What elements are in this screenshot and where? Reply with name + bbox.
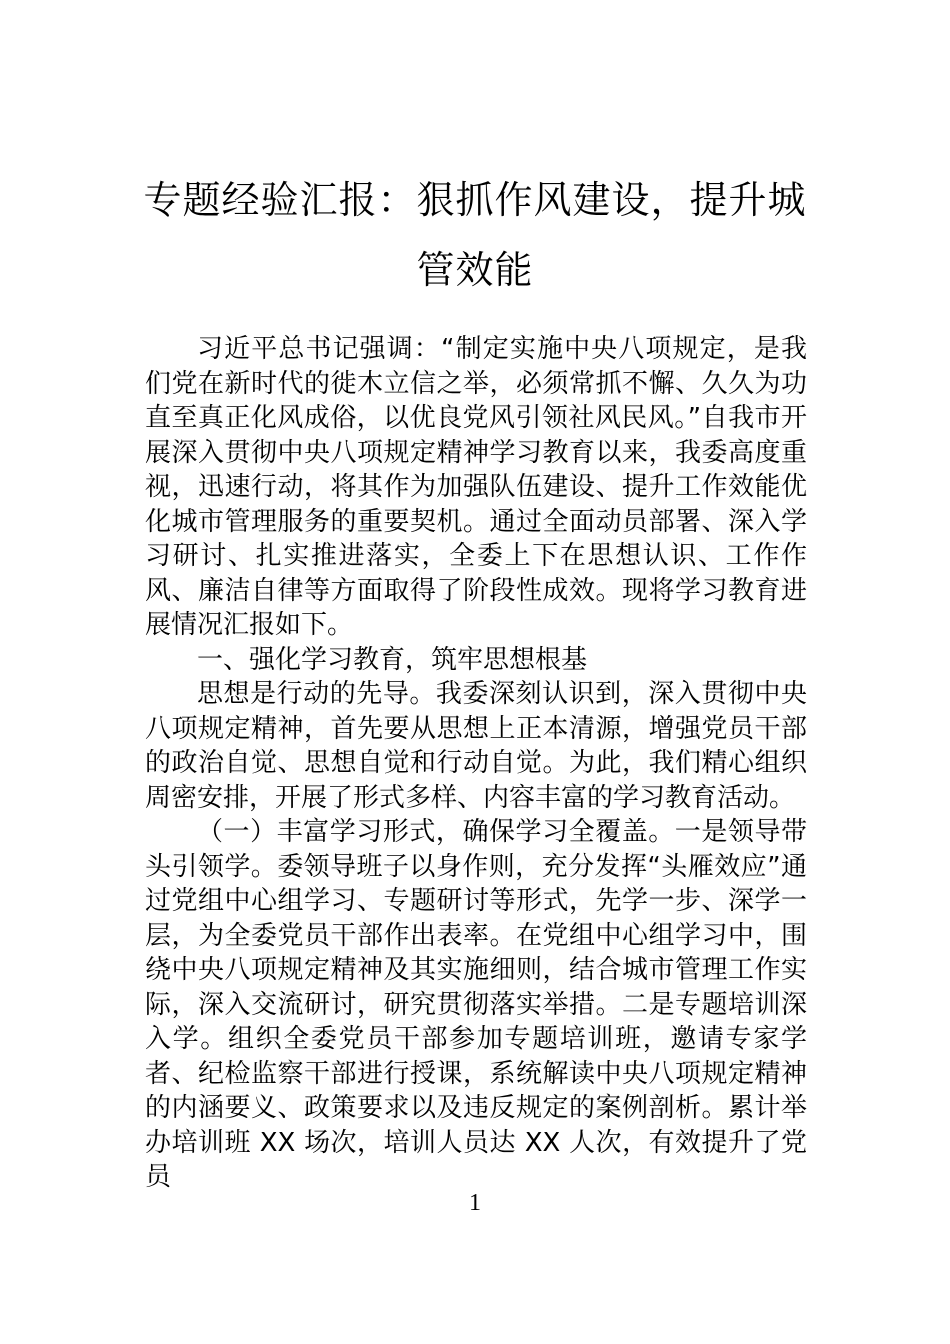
document-body [145, 332, 807, 1195]
page-number: 1 [469, 1190, 481, 1216]
section-heading-1: 一、强化学习教育，筑牢思想根基 [197, 644, 588, 675]
paragraph-section-1: 思想是行动的先导。我委深刻认识到，深入贯彻中央八项规定精神，首先要从思想上正本清源，增强党员干部的政治自觉、思想自觉和行动自觉。为此，我们精心组织周密安排，开展了形式多样、内容丰富的学习教育活动。 [145, 679, 807, 813]
paragraph-subsection-1: （一）丰富学习形式，确保学习全覆盖。一是领导带头引领学。委领导班子以身作则，充分发挥“头雁效应”通过党组中心组学习、专题研讨等形式，先学一步、深学一层，为全委党员干部作出表率。在党组中心组学习中，围绕中央八项规定精神及其实施细则，结合城市管理工作实际，深入交流研讨，研究贯彻落实举措。二是专题培训深入学。组织全委党员干部参加专题培训班，邀请专家学者、纪检监察干部进行授课，系统解读中央八项规定精神的内涵要义、政策要求以及违反规定的案例剖析。累计举办培训班 XX 场次，培训人员达 XX 人次，有效提升了党员 [145, 817, 807, 1192]
document-title: 专题经验汇报：狠抓作风建设，提升城管效能 [143, 178, 807, 292]
paragraph-intro: 习近平总书记强调：“制定实施中央八项规定，是我们党在新时代的徙木立信之举，必须常抓不懈、久久为功直至真正化风成俗，以优良党风引领社风民风。”自我市开展深入贯彻中央八项规定精神学习教育以来，我委高度重视，迅速行动，将其作为加强队伍建设、提升工作效能优化城市管理服务的重要契机。通过全面动员部署、深入学习研讨、扎实推进落实，全委上下在思想认识、工作作风、廉洁自律等方面取得了阶段性成效。现将学习教育进展情况汇报如下。 [145, 334, 807, 640]
